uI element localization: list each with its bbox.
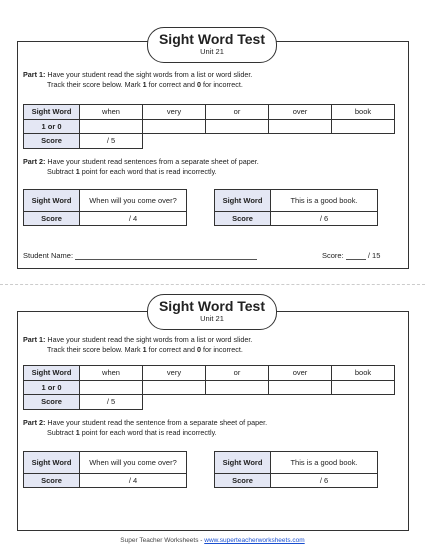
sentence-cell: This is a good book. bbox=[271, 452, 378, 474]
header-sight-word: Sight Word bbox=[215, 190, 271, 212]
part2-line2-text: Subtract bbox=[47, 166, 74, 176]
word-cell: or bbox=[206, 105, 269, 120]
part2-line2-text: Subtract bbox=[47, 427, 74, 437]
mark-input[interactable] bbox=[80, 380, 143, 395]
word-cell: very bbox=[143, 105, 206, 120]
mark-zero: 0 bbox=[196, 79, 201, 89]
part2-line2-end: point for each word that is read incorrectly. bbox=[81, 427, 217, 437]
total-score-field[interactable] bbox=[346, 259, 366, 260]
score-cell[interactable]: / 6 bbox=[271, 474, 378, 488]
part1-instructions bbox=[23, 70, 252, 89]
word-cell: book bbox=[332, 105, 395, 120]
title-banner bbox=[147, 27, 277, 63]
header-sight-word: Sight Word bbox=[24, 190, 80, 212]
mark-input[interactable] bbox=[143, 119, 206, 134]
word-cell: when bbox=[80, 366, 143, 381]
student-name-field[interactable] bbox=[75, 259, 257, 260]
footer-credit bbox=[0, 537, 425, 544]
part1-label: Part 1: bbox=[23, 70, 46, 79]
header-score: Score bbox=[24, 395, 80, 410]
mark-one: 1 bbox=[142, 344, 147, 354]
cut-line bbox=[0, 284, 425, 285]
mark-input[interactable] bbox=[269, 380, 332, 395]
header-sight-word: Sight Word bbox=[24, 105, 80, 120]
part2-line2-end: point for each word that is read incorrectly. bbox=[81, 166, 217, 176]
mark-input[interactable] bbox=[143, 380, 206, 395]
header-one-or-zero: 1 or 0 bbox=[24, 119, 80, 134]
sentence-cell: When will you come over? bbox=[80, 190, 187, 212]
word-cell: when bbox=[80, 105, 143, 120]
total-score-max: / 15 bbox=[367, 251, 381, 260]
part1-line2-end: for incorrect. bbox=[202, 344, 243, 354]
page-title: Sight Word Test bbox=[158, 298, 266, 314]
word-cell: or bbox=[206, 366, 269, 381]
score-cell[interactable]: / 4 bbox=[80, 212, 187, 226]
mark-zero: 0 bbox=[196, 344, 201, 354]
credit-link[interactable]: www.superteacherworksheets.com bbox=[204, 537, 305, 544]
test-card-1 bbox=[17, 41, 409, 269]
word-cell: over bbox=[269, 366, 332, 381]
sentence-table-1 bbox=[23, 451, 187, 488]
header-one-or-zero: 1 or 0 bbox=[24, 380, 80, 395]
part1-line2-text: Track their score below. Mark bbox=[47, 79, 141, 89]
header-score: Score bbox=[215, 474, 271, 488]
mark-input[interactable] bbox=[269, 119, 332, 134]
sentence-table-2 bbox=[214, 189, 378, 226]
word-cell: over bbox=[269, 105, 332, 120]
sentence-cell: When will you come over? bbox=[80, 452, 187, 474]
score-cell[interactable]: / 5 bbox=[80, 134, 143, 149]
total-score-row bbox=[322, 251, 380, 260]
sight-word-table bbox=[23, 365, 395, 410]
part2-line1: Have your student read the sentence from a separate sheet of paper. bbox=[47, 418, 268, 427]
mark-input[interactable] bbox=[332, 380, 395, 395]
mark-input[interactable] bbox=[206, 380, 269, 395]
title-banner bbox=[147, 294, 277, 330]
credit-text: Super Teacher Worksheets - bbox=[120, 537, 203, 544]
test-card-2 bbox=[17, 311, 409, 531]
subtract-one: 1 bbox=[75, 427, 80, 437]
part2-line1: Have your student read sentences from a separate sheet of paper. bbox=[47, 157, 259, 166]
header-sight-word: Sight Word bbox=[215, 452, 271, 474]
student-name-label: Student Name: bbox=[23, 251, 74, 260]
part1-line2-mid: for correct and bbox=[148, 79, 195, 89]
part1-line2-text: Track their score below. Mark bbox=[47, 344, 141, 354]
header-sight-word: Sight Word bbox=[24, 452, 80, 474]
word-cell: very bbox=[143, 366, 206, 381]
part2-instructions bbox=[23, 418, 267, 437]
part1-line1: Have your student read the sight words from a list or word slider. bbox=[47, 335, 253, 344]
page-title: Sight Word Test bbox=[158, 31, 266, 47]
mark-input[interactable] bbox=[206, 119, 269, 134]
score-cell[interactable]: / 5 bbox=[80, 395, 143, 410]
mark-input[interactable] bbox=[332, 119, 395, 134]
header-score: Score bbox=[215, 212, 271, 226]
sentence-cell: This is a good book. bbox=[271, 190, 378, 212]
sight-word-table bbox=[23, 104, 395, 149]
part1-line1: Have your student read the sight words from a list or word slider. bbox=[47, 70, 253, 79]
sentence-table-1 bbox=[23, 189, 187, 226]
score-cell[interactable]: / 4 bbox=[80, 474, 187, 488]
part2-label: Part 2: bbox=[23, 157, 46, 166]
header-score: Score bbox=[24, 134, 80, 149]
part1-instructions bbox=[23, 335, 252, 354]
part1-line2-end: for incorrect. bbox=[202, 79, 243, 89]
header-sight-word: Sight Word bbox=[24, 366, 80, 381]
part2-instructions bbox=[23, 157, 259, 176]
score-cell[interactable]: / 6 bbox=[271, 212, 378, 226]
student-name-row bbox=[23, 251, 257, 260]
mark-input[interactable] bbox=[80, 119, 143, 134]
sentence-table-2 bbox=[214, 451, 378, 488]
header-score: Score bbox=[24, 212, 80, 226]
part2-label: Part 2: bbox=[23, 418, 46, 427]
header-score: Score bbox=[24, 474, 80, 488]
part1-line2-mid: for correct and bbox=[148, 344, 195, 354]
unit-label: Unit 21 bbox=[200, 47, 224, 56]
total-score-label: Score: bbox=[322, 251, 344, 260]
subtract-one: 1 bbox=[75, 166, 80, 176]
part1-label: Part 1: bbox=[23, 335, 46, 344]
unit-label: Unit 21 bbox=[200, 314, 224, 323]
mark-one: 1 bbox=[142, 79, 147, 89]
word-cell: book bbox=[332, 366, 395, 381]
